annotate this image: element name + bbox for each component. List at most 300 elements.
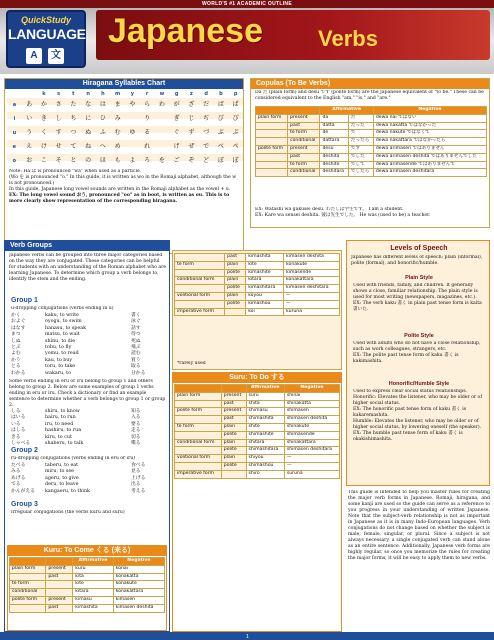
table-cell: kimasen deshitara (284, 285, 340, 293)
table-cell: imperative form (175, 308, 225, 316)
bullet: Used to express clear social status relationships. (353, 389, 468, 394)
verb-groups-panel (4, 240, 170, 632)
column-header: Negative (373, 107, 486, 115)
table-cell: volitional form (175, 292, 225, 300)
verb-cell: 見る (131, 469, 141, 475)
verb-cell: wakaru, to (45, 370, 71, 376)
table-cell: dewa arimasende ではありませんで (373, 161, 486, 169)
table-cell: polite (225, 300, 246, 308)
table-cell: plain form (10, 565, 46, 573)
guide-paragraph: This guide is intended to help you master rules for creating the major verb forms in Japanese. Romaji, hiragana, and some kanji are used so the guide can serve as a reference to you progress in your understanding of written Japanese. Note that the subject-verb relationship is not as important in Japanese as it is in many Indo-European languages. Verb conjugations do not change based on whether the subject is male, female, singular, or plural. Since a subject is not always necessary, a single conjugated verb can stand alone as an entire sentence. Additionally, Japanese verb forms are highly regular, so once you memorize the rules for creating the major forms, it will be easy to apply them to new verbs. (348, 490, 490, 561)
hiragana-cell: わ (158, 101, 165, 108)
hiragana-cell (125, 112, 140, 126)
table-cell (225, 308, 246, 316)
hiragana-note: In this guide, Japanese long vowel sounds are written in the Romaji alphabet as the vowel + u. (9, 187, 231, 192)
table-cell: polite form (256, 145, 288, 153)
table-cell: past (46, 573, 73, 581)
column-header: Affirmative (246, 385, 284, 393)
table-cell: conditional form (175, 439, 222, 447)
group3-desc: Irregular conjugations (the verbs kuru and suru) (11, 510, 125, 515)
table-cell (46, 581, 73, 589)
table-cell (46, 589, 73, 597)
verb-cell: 上げる (131, 475, 146, 481)
table-row (256, 153, 487, 161)
levels-intro: Japanese has different levels of speech: plain (informal), polite (formal), and honorific/humble. (351, 255, 483, 266)
verb-cell: taberu, to eat (45, 463, 79, 468)
verb-cell: matsu, to wait (45, 332, 80, 338)
column-header (256, 107, 320, 115)
hiragana-cell: ら (144, 101, 151, 108)
hiragana-cell: り (144, 115, 151, 122)
verb-cell: 出る (131, 482, 141, 488)
verb-cell: shiru, to know (45, 409, 80, 414)
kuru-table (9, 557, 165, 613)
group1-desc: u-dropping conjugations (verbs ending in u) (11, 306, 114, 311)
page-number: 1 (246, 634, 249, 640)
hiragana-cell (125, 140, 140, 154)
hiragana-cell: a (12, 102, 17, 108)
table-row (10, 565, 165, 573)
bullet: Used with adults who do not have a close relationship, such as work colleagues, strangers, etc. (353, 341, 481, 352)
table-header-row (175, 385, 340, 393)
table-cell: shimashou (246, 462, 284, 470)
hiragana-cell: ば (217, 101, 224, 108)
hiragana-cell: ろ (144, 157, 151, 164)
polite-style-text (353, 341, 487, 365)
hiragana-cell: と (70, 157, 77, 164)
verb-cell: みる (11, 469, 21, 475)
table-cell: dewa nakatta ではなかった (373, 122, 486, 130)
table-row (256, 122, 487, 130)
table-cell: kite (73, 581, 113, 589)
page-title: Japanese (108, 12, 263, 50)
verb-cell: 取る (131, 364, 141, 370)
polite-style-title: Polite Style (404, 333, 434, 339)
table-cell: shimashite (246, 431, 284, 439)
table-cell: dewa arimasen deshita ではありませんでした (373, 153, 486, 161)
hiragana-cell: も (114, 157, 121, 164)
hiragana-cell: が (173, 101, 180, 108)
table-cell: polite (221, 431, 246, 439)
honorific-style-text (353, 389, 487, 485)
table-cell: shimashita (246, 416, 284, 424)
kuru-panel (7, 545, 167, 631)
table-cell: te form (10, 581, 46, 589)
hiragana-cell: ど (203, 157, 210, 164)
hiragana-cell: だ (203, 101, 210, 108)
hiragana-cell: ぜ (188, 143, 195, 150)
hiragana-consonant: z (189, 91, 193, 97)
table-row (175, 300, 340, 308)
table-cell: でしたら (348, 169, 373, 177)
hiragana-cell: い (26, 115, 33, 122)
hiragana-cell: き (40, 115, 47, 122)
copulas-title: Copulas (To Be Verbs) (251, 79, 489, 89)
table-cell: imperative form (175, 470, 222, 478)
verb-cell: とぶ (11, 345, 21, 350)
bullet: EX: The honorific past tense form of kaku 書く is kakaremashita. (353, 407, 467, 418)
table-row (175, 447, 340, 455)
table-cell: polite (221, 447, 246, 455)
table-row (10, 604, 165, 612)
verb-cell: はなす (11, 325, 26, 331)
table-cell: polite form (10, 596, 46, 604)
table-cell: polite form (175, 408, 222, 416)
verb-cell: 泳ぐ (131, 319, 141, 325)
table-cell (175, 462, 222, 470)
hiragana-cell: ね (85, 143, 92, 150)
verb-row (11, 489, 165, 495)
table-row (175, 462, 340, 470)
hiragana-cell: ず (188, 129, 195, 136)
table-cell: dattara (320, 138, 348, 146)
table-cell: shimasen (284, 408, 339, 416)
verb-cell: kau, to buy (45, 357, 73, 363)
hiragana-cell: ぶ (217, 129, 224, 136)
verb-cell: 切る (131, 434, 141, 440)
table-cell: dewa nakattara ではなかったら (373, 138, 486, 146)
table-row (256, 138, 487, 146)
hiragana-cell: ざ (188, 101, 195, 108)
table-cell: polite (221, 462, 246, 470)
hiragana-cell: か (40, 101, 47, 108)
table-cell: past (221, 416, 246, 424)
table-cell: kimasen deshita (113, 604, 164, 612)
hiragana-cell: め (114, 143, 121, 150)
hiragana-cell: ぺ (232, 143, 239, 150)
hiragana-cell: ご (173, 157, 180, 164)
table-cell: past (46, 604, 73, 612)
hiragana-cell: ぬ (85, 129, 92, 136)
rarely-used-note: *rarely used (177, 361, 206, 366)
hiragana-cell: ゆ (129, 129, 136, 136)
hiragana-cell: つ (70, 129, 77, 136)
table-cell: — (284, 455, 339, 463)
plain-style-title: Plain Style (405, 275, 433, 281)
hiragana-row (7, 154, 243, 168)
tagline: WORLD'S #1 ACADEMIC OUTLINE (202, 1, 292, 7)
table-cell: shiro (246, 470, 284, 478)
hiragana-cell: え (26, 143, 33, 150)
verb-groups-intro: Japanese verbs can be grouped into three major categories based on the way they are conjugated. These categories can be helpful for students with an understanding of the Roman alphabet who are learning Japanese. To determine which group a verb belongs to, identify the stem and the ending. (9, 253, 167, 282)
table-row (175, 292, 340, 300)
levels-title: Levels of Speech (390, 245, 448, 252)
hiragana-cell: ぞ (188, 157, 195, 164)
verb-cell: わかる (11, 370, 26, 376)
table-row (10, 589, 165, 597)
hiragana-consonant: h (101, 91, 105, 97)
table-cell: — (284, 462, 339, 470)
table-cell: conditional (288, 169, 320, 177)
logo-brand: QuickStudy (20, 15, 71, 25)
table-cell: kimasu (73, 596, 113, 604)
table-cell (256, 130, 288, 138)
table-row (175, 285, 340, 293)
table-cell: shimasende (284, 431, 339, 439)
hiragana-cell (155, 126, 170, 140)
table-row (175, 408, 340, 416)
table-cell: konakute (284, 261, 340, 269)
column-header (46, 558, 73, 566)
table-cell: suruna (284, 470, 339, 478)
verb-cell: 喋る (131, 441, 141, 446)
kuru-title: Kuru: To Come くる (来る) (8, 546, 166, 556)
table-cell: kimasende (284, 269, 340, 277)
table-cell: shite (246, 423, 284, 431)
verb-row (11, 371, 165, 377)
table-cell: plain (221, 439, 246, 447)
verb-cell: 走る (131, 428, 141, 434)
hiragana-cell: を (158, 157, 165, 164)
hiragana-cell: で (203, 143, 210, 150)
verb-cell: でる (11, 482, 21, 488)
table-cell: conditional (10, 589, 46, 597)
verb-cell: しる (11, 409, 21, 414)
table-header-row (256, 107, 487, 115)
table-cell (256, 161, 288, 169)
table-row (256, 130, 487, 138)
hiragana-cell (155, 112, 170, 126)
table-cell (175, 431, 222, 439)
verb-cell: 書く (131, 313, 141, 318)
hiragana-cell: じ (188, 115, 195, 122)
table-row (175, 261, 340, 269)
table-row (10, 596, 165, 604)
hiragana-cell (155, 140, 170, 154)
hiragana-cell: べ (217, 143, 224, 150)
table-cell (256, 138, 288, 146)
verb-cell: 分かる (131, 370, 146, 376)
hiragana-cell: ぴ (232, 115, 239, 122)
hiragana-cell: に (85, 115, 92, 122)
hiragana-cell: こ (40, 157, 47, 164)
hiragana-consonant: k (42, 91, 46, 97)
table-cell: kitara (73, 589, 113, 597)
letter-a-icon: A (26, 48, 42, 64)
verb-cell: kiru, to cut (45, 434, 72, 440)
table-row (10, 581, 165, 589)
hiragana-cell: o (12, 158, 17, 164)
table-cell: kuruna (284, 308, 340, 316)
table-cell: present (221, 408, 246, 416)
hiragana-cell: し (55, 115, 62, 122)
table-cell (175, 447, 222, 455)
plain-style-text (353, 283, 487, 313)
hiragana-title: Hiragana Syllables Chart (5, 79, 243, 89)
table-row (175, 439, 340, 447)
hiragana-row (7, 126, 243, 140)
hiragana-row (7, 112, 243, 126)
quickstudy-logo (6, 10, 86, 68)
table-cell: datta (320, 122, 348, 130)
table-cell: dewa arimasen ではありません (373, 145, 486, 153)
verb-cell: かんがえる (11, 488, 35, 494)
table-cell: deshita (320, 153, 348, 161)
table-cell: kimashou (246, 300, 284, 308)
verb-cell: およぐ (11, 319, 26, 325)
table-cell: kimashite (246, 269, 284, 277)
table-cell: — (284, 292, 340, 300)
hiragana-cell: み (114, 115, 121, 122)
table-cell: te form (175, 423, 222, 431)
table-cell: だった (348, 122, 373, 130)
verb-cell: まつ (11, 332, 21, 338)
table-cell: conditional (288, 138, 320, 146)
column-header (10, 558, 46, 566)
hiragana-cell: さ (55, 101, 62, 108)
table-cell (175, 416, 222, 424)
table-row (175, 392, 340, 400)
verb-cell: miru, to see (45, 469, 74, 475)
verb-cell: 要る (131, 421, 141, 427)
table-cell: kite (246, 261, 284, 269)
verb-cell: とる (11, 364, 21, 370)
table-cell: dewa arimasen deshitara (373, 169, 486, 177)
table-header-row (10, 558, 165, 566)
table-cell: past (288, 153, 320, 161)
hiragana-consonant: r (145, 91, 149, 97)
hiragana-consonant: m (115, 91, 121, 97)
copula-example: EX: Watashi wa gakusei desu. わたしは学生です。 I am a student. (255, 207, 404, 212)
hiragana-cell: ふ (99, 129, 106, 136)
hiragana-cell: ぽ (232, 157, 239, 164)
table-cell (221, 470, 246, 478)
table-cell: present (288, 114, 320, 122)
hiragana-cell: ぐ (173, 129, 180, 136)
column-header: Affirmative (73, 558, 113, 566)
table-cell: konakattara (113, 589, 164, 597)
hiragana-cell: び (217, 115, 224, 122)
verb-cell: oyogu, to swim (45, 319, 82, 325)
hiragana-cell: や (129, 101, 136, 108)
table-cell: で (348, 130, 373, 138)
hiragana-cell: れ (144, 143, 151, 150)
table-cell: kitara (246, 277, 284, 285)
kuru-continued-panel (172, 250, 342, 370)
table-cell: present (221, 392, 246, 400)
copulas-table (255, 106, 487, 177)
hiragana-cell: ぎ (173, 115, 180, 122)
table-cell: kimashita (73, 604, 113, 612)
table-cell (256, 122, 288, 130)
verb-cell: 読む (131, 351, 141, 357)
hiragana-cell: た (70, 101, 77, 108)
verb-cell: hairu, to run (45, 415, 76, 421)
table-row (256, 169, 487, 177)
table-cell (175, 400, 222, 408)
table-row (10, 573, 165, 581)
table-cell: kuru (73, 565, 113, 573)
verb-cell: かく (11, 313, 21, 318)
verb-cell: はいる (11, 415, 26, 421)
table-cell: kimasen deshita (284, 254, 340, 262)
table-cell: plain (221, 423, 246, 431)
table-cell: present (46, 565, 73, 573)
hiragana-row (7, 140, 243, 154)
table-cell: だったら (348, 138, 373, 146)
verb-cell: hashiru, to run (45, 428, 82, 434)
hiragana-consonant: s (57, 91, 61, 97)
table-row (175, 455, 340, 463)
verb-cell: yomu, to read (45, 351, 79, 357)
verb-cell: かう (11, 357, 21, 363)
table-cell (10, 573, 46, 581)
suru-title: Suru: To Do する (173, 373, 341, 383)
table-row (175, 308, 340, 316)
table-cell: deshitara (320, 169, 348, 177)
table-row (175, 431, 340, 439)
hiragana-cell: へ (99, 143, 106, 150)
table-cell: です (348, 145, 373, 153)
table-cell: te form (288, 161, 320, 169)
group1-title: Group 1 (11, 297, 38, 304)
table-cell: konakute (113, 581, 164, 589)
table-cell: dewa nakute ではなくて (373, 130, 486, 138)
table-cell (175, 269, 225, 277)
copulas-panel (250, 78, 490, 228)
verb-cell: 入る (131, 415, 141, 421)
hiragana-cell: の (85, 157, 92, 164)
table-cell: kita (73, 573, 113, 581)
table-cell: dewa nai ではない (373, 114, 486, 122)
hiragana-panel (4, 78, 244, 254)
table-cell: shinakattara (284, 439, 339, 447)
table-cell: plain (225, 277, 246, 285)
hiragana-cell: な (85, 101, 92, 108)
table-row (175, 416, 340, 424)
hiragana-cell: ぼ (217, 157, 224, 164)
verb-cell: いる (11, 421, 21, 427)
table-cell: conditional form (175, 277, 225, 285)
verb-cell: hanasu, to speak (45, 325, 86, 331)
column-header (221, 385, 246, 393)
hiragana-note: Note: Ha は is pronounced "wa" when used as a particle. (9, 169, 142, 174)
table-cell (10, 604, 46, 612)
table-row (256, 114, 487, 122)
bullet: Used with friends, family, and children. It generally shows a close, familiar relationship. The plain style is used for most writing (newspapers, magazines, etc.). (353, 283, 478, 300)
hiragana-cell: ぱ (232, 101, 239, 108)
hiragana-cell: i (13, 116, 16, 122)
verb-cell: あげる (11, 475, 26, 481)
hiragana-cell: す (55, 129, 62, 136)
bullet: EX: The polite past tense form of kaku 書く is kakimashita. (353, 353, 459, 364)
hiragana-note: EX: The long vowel sound おう, pronounced "oo" as in boot, is written as ou. This is to more clearly show representation of the corresponding hiragana. (9, 193, 230, 204)
table-cell: でして (348, 161, 373, 169)
hiragana-cell: る (144, 129, 151, 136)
hiragana-cell: う (26, 129, 33, 136)
table-cell: konakattara (284, 277, 340, 285)
table-cell: shimashitara (246, 447, 284, 455)
table-cell: past (225, 254, 246, 262)
group1-note: Some verbs ending in eru or iru belong to group 1 and others belong to group 2. Below are some examples of group 1 verbs ending in eru or iru. Check a dictionary or find an example sentence to determine whether a verb belongs to group 1 or group 2. (9, 379, 166, 407)
table-row (175, 254, 340, 262)
verb-cell: kangaeru, to think (45, 488, 90, 494)
hiragana-cell: づ (203, 129, 210, 136)
table-cell: da (320, 114, 348, 122)
hiragana-cell: は (99, 101, 106, 108)
verb-cell: 考える (131, 488, 146, 494)
kanji-icon: 文 (48, 48, 64, 64)
table-cell: shiyou (246, 455, 284, 463)
copulas-examples (255, 207, 487, 227)
table-row (175, 277, 340, 285)
bullet: Honorific: Elevates the listener, who may be older or of higher social status. (353, 395, 483, 406)
table-cell: shitara (246, 439, 284, 447)
table-cell: volitional form (175, 455, 222, 463)
table-cell (175, 300, 225, 308)
table-row (175, 269, 340, 277)
table-cell: だ (348, 114, 373, 122)
